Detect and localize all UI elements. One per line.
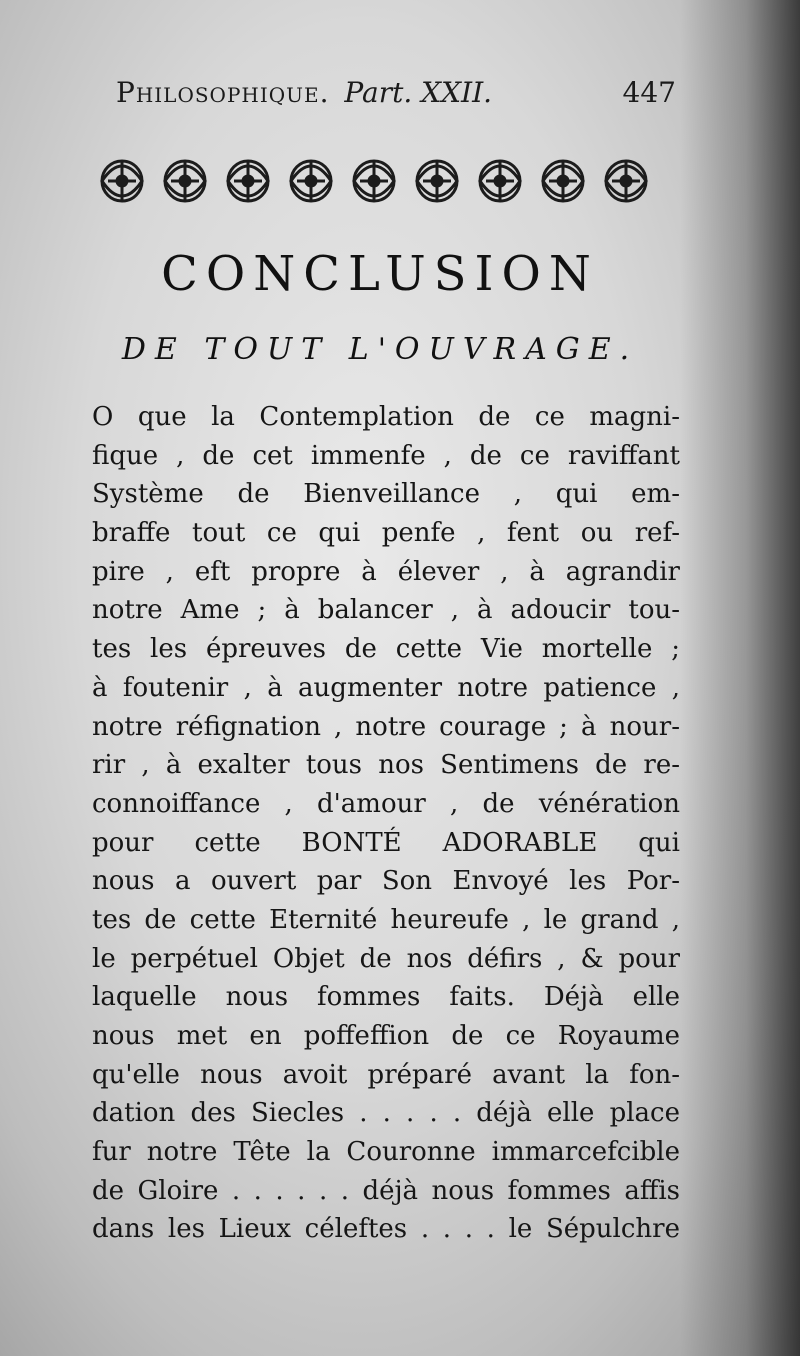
body-line: notre Ame ; à balancer , à adoucir tou- <box>92 595 680 626</box>
body-line: fique , de cet immenfe , de ce raviffant <box>92 440 680 471</box>
body-line: à foutenir , à augmenter notre patience , <box>92 672 680 703</box>
body-line: O que la Contemplation de ce magni- <box>92 402 680 432</box>
body-line: nous a ouvert par Son Envoyé les Por- <box>92 866 680 897</box>
body-line: notre réfignation , notre courage ; à nour- <box>92 711 680 742</box>
body-line: tes les épreuves de cette Vie mortelle ; <box>92 634 680 665</box>
body-line: de Gloire . . . . . . déjà nous fommes affis <box>92 1175 680 1206</box>
body-line: rir , à exalter tous nos Sentimens de re- <box>92 750 680 781</box>
body-line: connoiffance , d'amour , de vénération <box>92 788 680 819</box>
body-line: le perpétuel Objet de nos défirs , & pour <box>92 943 680 974</box>
body-line: pour cette BONTÉ ADORABLE qui <box>92 827 680 858</box>
body-line: fur notre Tête la Couronne immarcefcible <box>92 1137 680 1168</box>
body-text <box>92 398 680 1249</box>
body-line: braffe tout ce qui penfe , fent ou ref- <box>92 518 680 549</box>
running-header <box>116 76 676 116</box>
running-title: Philosophique. <box>116 76 330 109</box>
body-line: dation des Siecles . . . . . déjà elle place <box>92 1098 680 1129</box>
body-line: Système de Bienveillance , qui em- <box>92 479 680 510</box>
body-line: laquelle nous fommes faits. Déjà elle <box>92 982 680 1013</box>
body-line: qu'elle nous avoit préparé avant la fon- <box>92 1059 680 1090</box>
body-line: tes de cette Eternité heureufe , le grand , <box>92 904 680 935</box>
part-label: Part. XXII. <box>344 76 493 109</box>
body-line: pire , eft propre à élever , à agrandir <box>92 556 680 587</box>
fleuron-ornament-band <box>90 146 660 216</box>
page-number: 447 <box>622 76 676 109</box>
page-edge-shadow <box>680 0 800 1356</box>
body-line: dans les Lieux céleftes . . . . le Sépulchre <box>92 1214 680 1245</box>
chapter-subtitle: DE TOUT L'OUVRAGE. <box>121 332 639 367</box>
body-line: nous met en poffeffion de ce Royaume <box>92 1021 680 1051</box>
chapter-title: CONCLUSION <box>161 246 599 302</box>
